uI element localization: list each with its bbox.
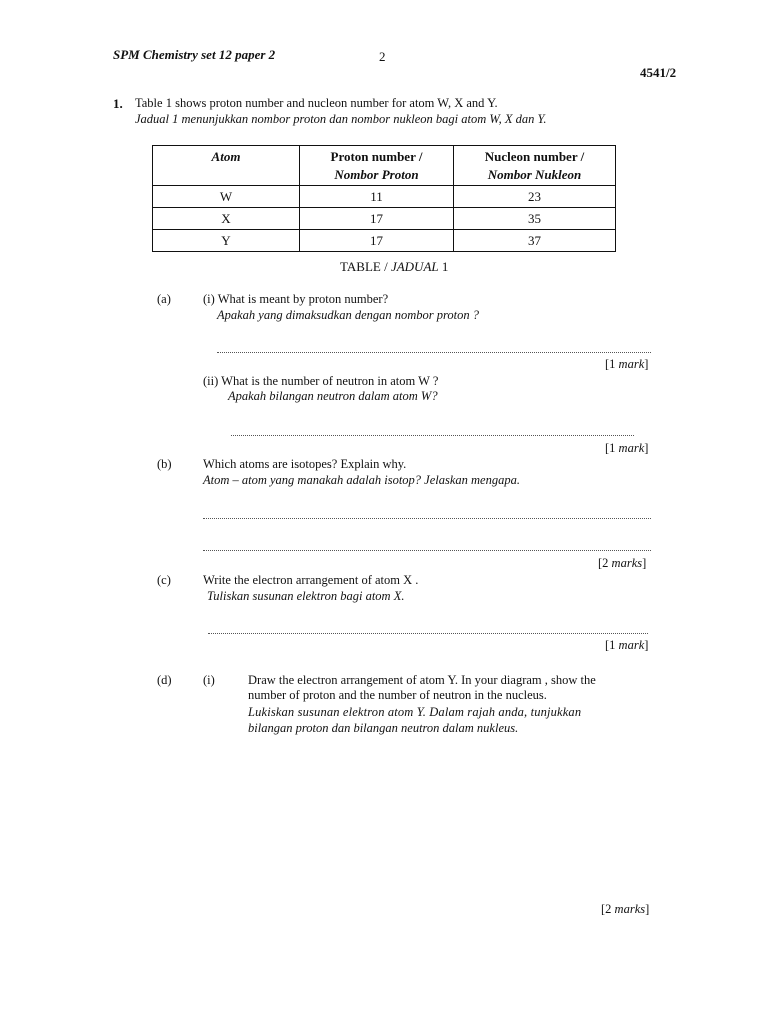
answer-line[interactable] — [208, 633, 648, 634]
table-cell: 23 — [454, 186, 616, 208]
answer-line[interactable] — [231, 435, 634, 436]
table-cell: W — [153, 186, 300, 208]
part-a-label: (a) — [157, 292, 171, 306]
part-a-ii-question-ms: Apakah bilangan neutron dalam atom W? — [228, 389, 438, 403]
part-d-label: (d) — [157, 673, 172, 687]
header-title: SPM Chemistry set 12 paper 2 — [113, 47, 276, 62]
question-number: 1. — [113, 96, 123, 111]
part-c-label: (c) — [157, 573, 171, 587]
question-intro-en: Table 1 shows proton number and nucleon number for atom W, X and Y. — [135, 96, 498, 110]
part-a-ii-marks: [1 mark] — [605, 441, 649, 455]
table-row — [153, 208, 616, 230]
part-b-question-ms: Atom – atom yang manakah adalah isotop? Jelaskan mengapa. — [203, 473, 520, 487]
answer-line[interactable] — [217, 352, 651, 353]
part-b-question: Which atoms are isotopes? Explain why. — [203, 457, 407, 471]
table-header-atom: Atom — [153, 146, 300, 186]
part-d-question-ms-line1: Lukiskan susunan elektron atom Y. Dalam rajah anda, tunjukkan — [248, 705, 582, 719]
table-header-row — [153, 146, 616, 186]
table-caption: TABLE / JADUAL 1 — [340, 259, 449, 274]
table-row — [153, 186, 616, 208]
table-cell: Y — [153, 230, 300, 252]
part-d-question-line2: number of proton and the number of neutron in the nucleus. — [248, 688, 547, 702]
table-header-proton: Proton number / Nombor Proton — [300, 146, 454, 186]
page-number: 2 — [379, 49, 386, 64]
answer-line[interactable] — [203, 518, 651, 519]
part-d-question-line1: Draw the electron arrangement of atom Y. In your diagram , show the — [248, 673, 596, 687]
part-b-label: (b) — [157, 457, 172, 471]
table-row — [153, 230, 616, 252]
paper-code: 4541/2 — [640, 65, 677, 80]
question-intro-ms: Jadual 1 menunjukkan nombor proton dan nombor nukleon bagi atom W, X dan Y. — [135, 112, 547, 126]
part-c-question: Write the electron arrangement of atom X . — [203, 573, 419, 587]
part-d-question-ms-line2: bilangan proton dan bilangan neutron dalam nukleus. — [248, 721, 519, 735]
atom-table — [152, 145, 616, 252]
table-cell: 17 — [300, 230, 454, 252]
part-d-marks: [2 marks] — [601, 902, 650, 916]
table-header-nucleon: Nucleon number / Nombor Nukleon — [454, 146, 616, 186]
part-a-i-question: (i) What is meant by proton number? — [203, 292, 389, 306]
table-cell: 37 — [454, 230, 616, 252]
answer-line[interactable] — [203, 550, 651, 551]
part-a-i-marks: [1 mark] — [605, 357, 649, 371]
drawing-area[interactable] — [203, 745, 653, 890]
part-b-marks: [2 marks] — [598, 556, 647, 570]
part-a-i-question-ms: Apakah yang dimaksudkan dengan nombor proton ? — [217, 308, 480, 322]
table-cell: X — [153, 208, 300, 230]
table-cell: 35 — [454, 208, 616, 230]
part-c-marks: [1 mark] — [605, 638, 649, 652]
table-cell: 11 — [300, 186, 454, 208]
part-a-ii-question: (ii) What is the number of neutron in atom W ? — [203, 374, 439, 388]
part-d-sub-label: (i) — [203, 673, 215, 687]
part-c-question-ms: Tuliskan susunan elektron bagi atom X. — [207, 589, 405, 603]
table-cell: 17 — [300, 208, 454, 230]
